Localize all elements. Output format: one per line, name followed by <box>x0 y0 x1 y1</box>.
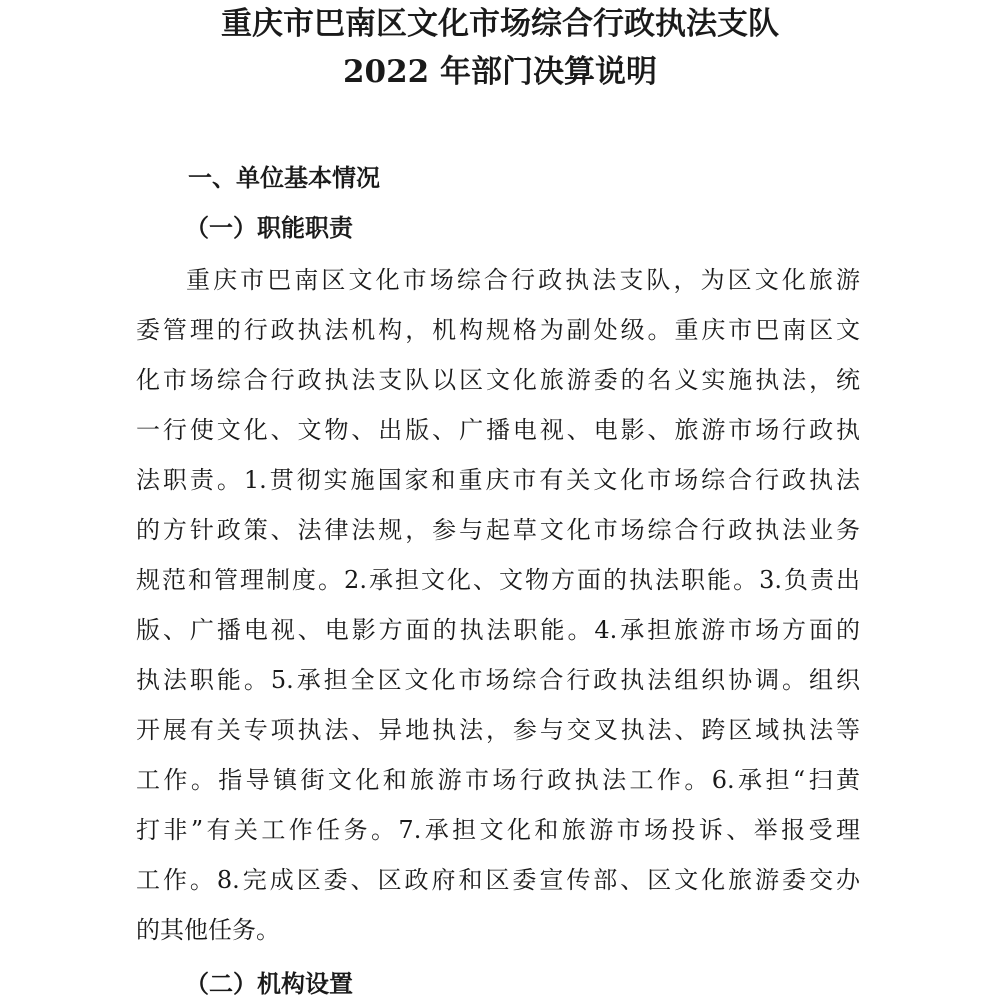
subsection-heading-functions: （一）职能职责 <box>185 213 353 242</box>
paragraph-line: 重庆市巴南区文化市场综合行政执法支队，为区文化旅游 <box>186 266 860 294</box>
paragraph-line: 执法职能。5.承担全区文化市场综合行政执法组织协调。组织 <box>136 666 860 694</box>
paragraph-line: 版、广播电视、电影方面的执法职能。4.承担旅游市场方面的 <box>136 616 860 644</box>
document-title-line-2: 2022 年部门决算说明 <box>342 54 658 90</box>
paragraph-line: 开展有关专项执法、异地执法，参与交叉执法、跨区域执法等 <box>136 716 860 744</box>
paragraph-line: 打非”有关工作任务。7.承担文化和旅游市场投诉、举报受理 <box>136 816 860 844</box>
paragraph-line: 一行使文化、文物、出版、广播电视、电影、旅游市场行政执 <box>136 416 860 444</box>
paragraph-line: 化市场综合行政执法支队以区文化旅游委的名义实施执法，统 <box>136 366 860 394</box>
paragraph-line: 的方针政策、法律法规，参与起草文化市场综合行政执法业务 <box>136 516 860 544</box>
subsection-heading-structure: （二）机构设置 <box>185 969 353 998</box>
paragraph-line: 法职责。1.贯彻实施国家和重庆市有关文化市场综合行政执法 <box>136 466 860 494</box>
paragraph-line: 的其他任务。 <box>136 916 280 944</box>
paragraph-line: 工作。指导镇街文化和旅游市场行政执法工作。6.承担“扫黄 <box>136 766 860 794</box>
paragraph-line: 委管理的行政执法机构，机构规格为副处级。重庆市巴南区文 <box>136 316 860 344</box>
section-heading: 一、单位基本情况 <box>188 164 380 192</box>
paragraph-line: 规范和管理制度。2.承担文化、文物方面的执法职能。3.负责出 <box>136 566 860 594</box>
paragraph-line: 工作。8.完成区委、区政府和区委宣传部、区文化旅游委交办 <box>136 866 860 894</box>
document-title-line-1: 重庆市巴南区文化市场综合行政执法支队 <box>221 6 779 42</box>
